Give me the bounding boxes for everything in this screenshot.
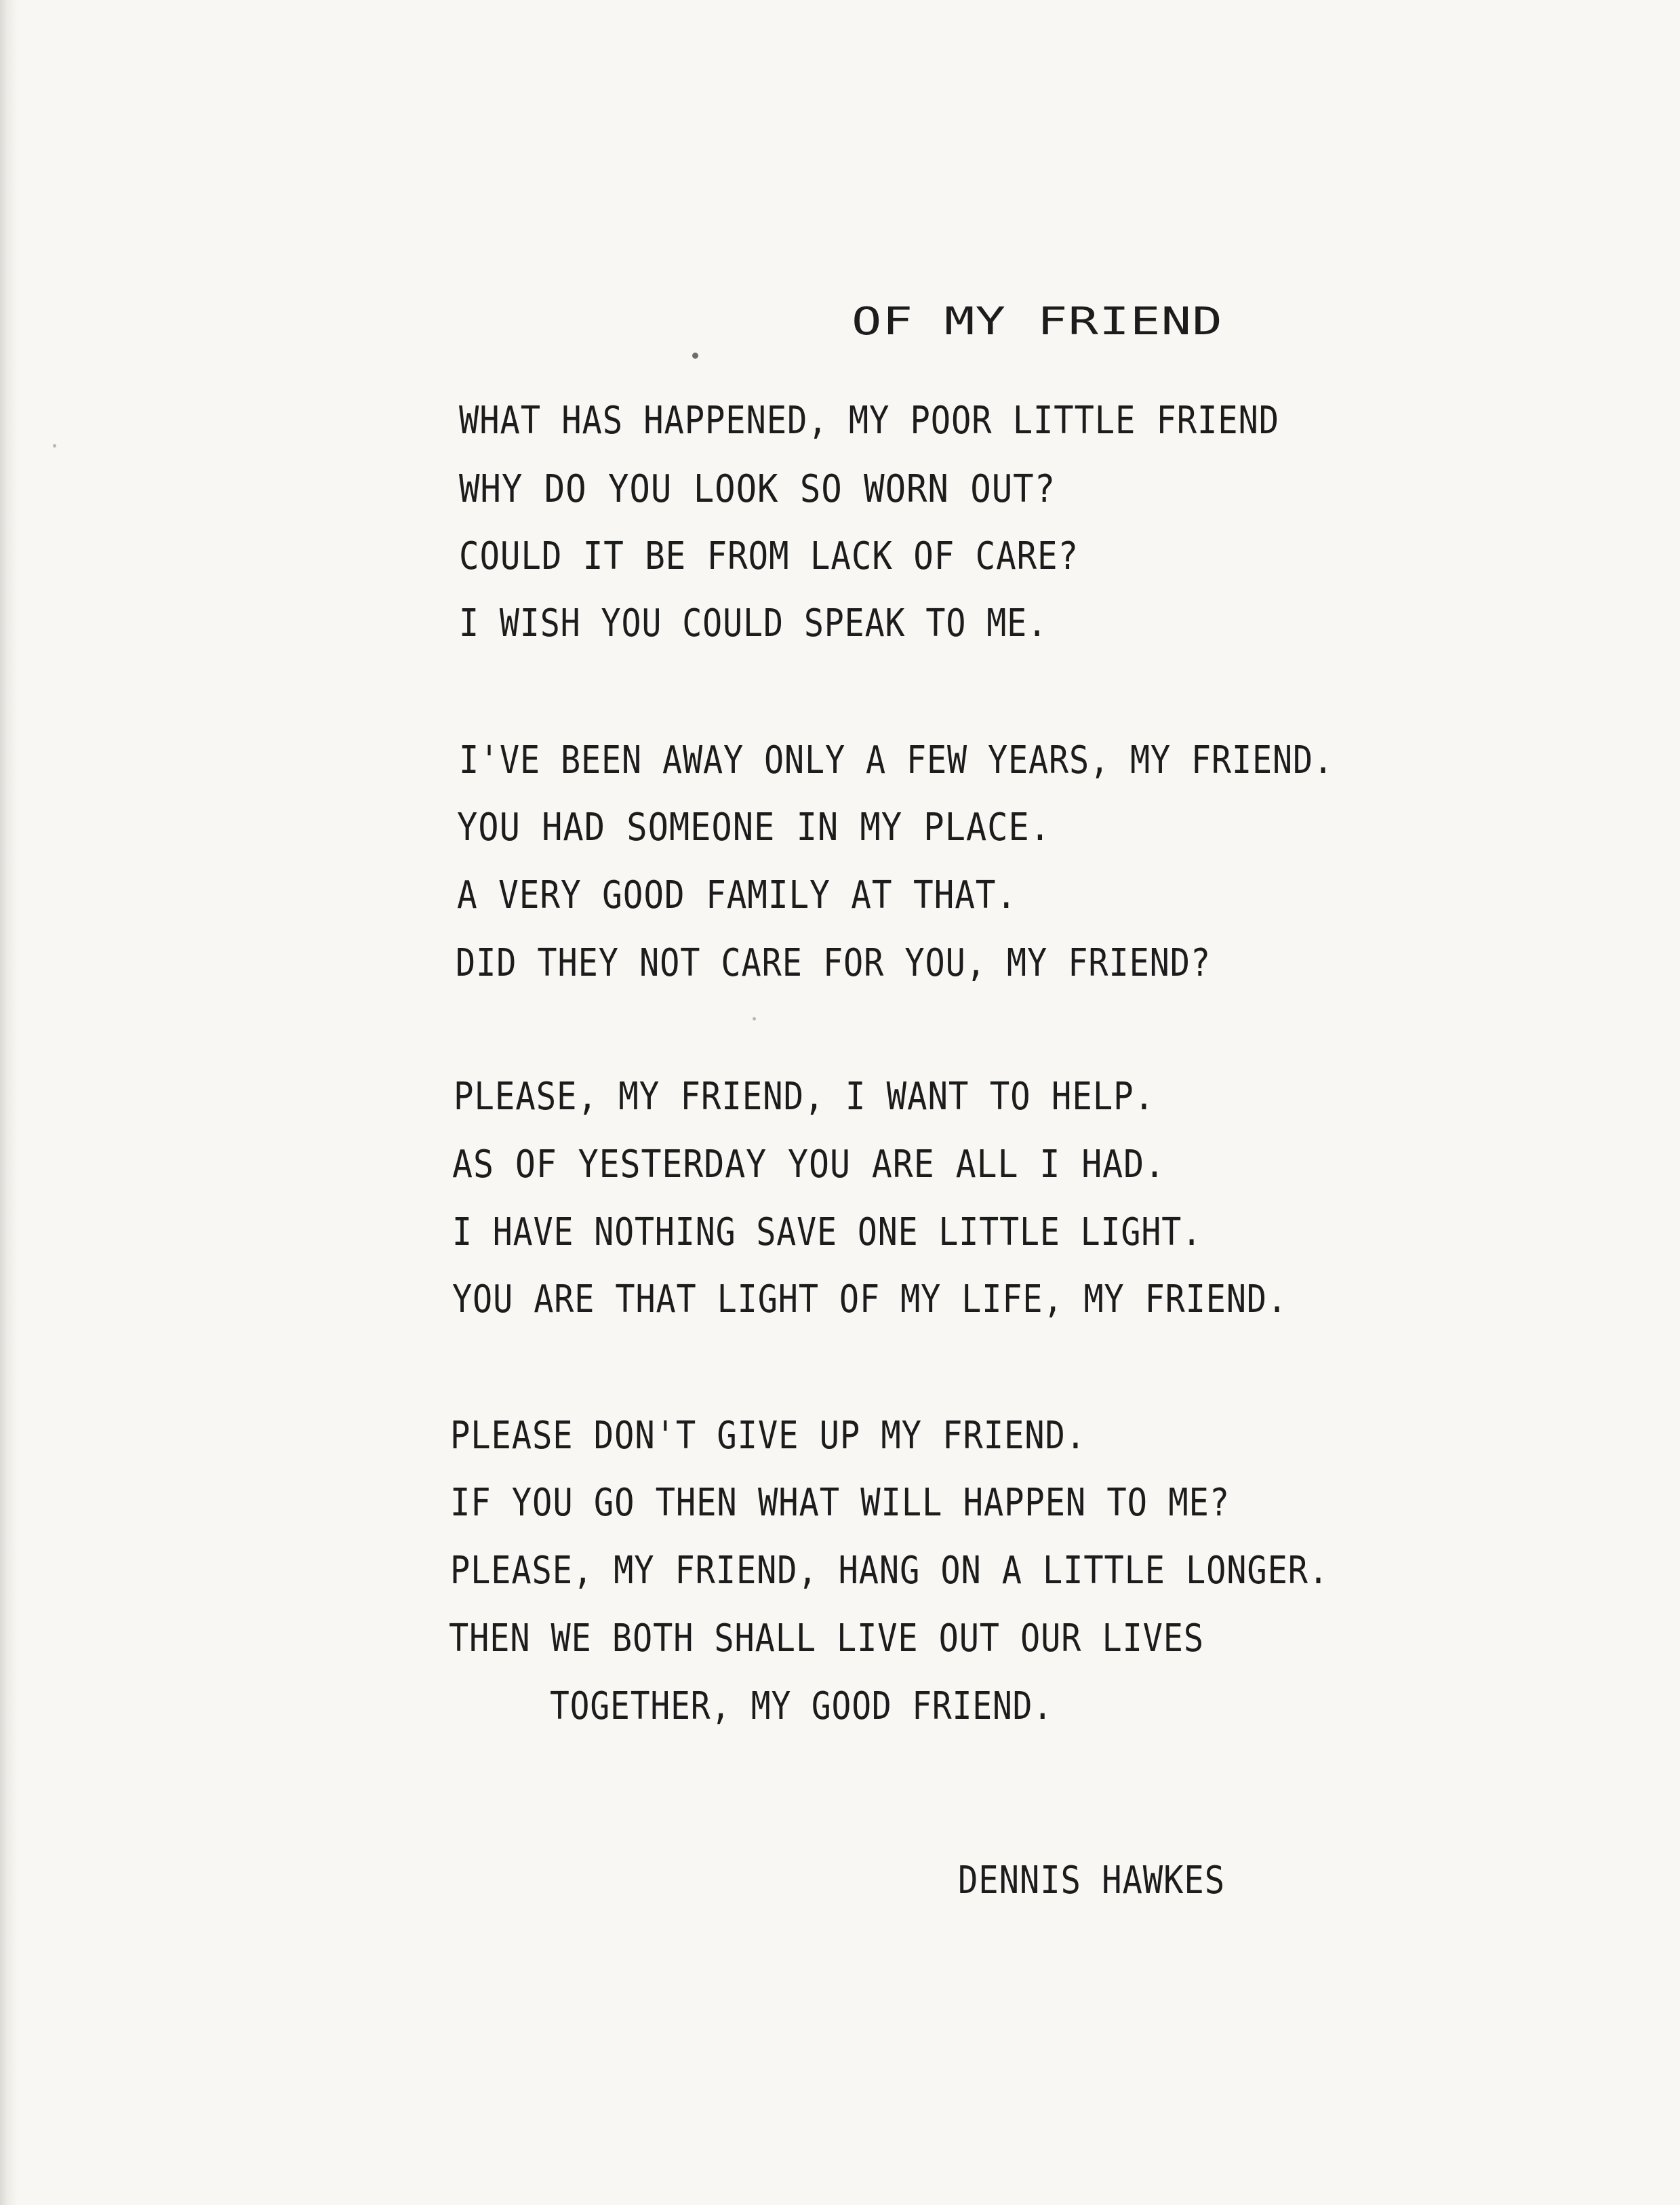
poem-line: PLEASE, MY FRIEND, HANG ON A LITTLE LONGER. (450, 1549, 1329, 1593)
paper-speck (753, 1017, 756, 1020)
stray-ink-dot (692, 353, 698, 359)
poem-line: I WISH YOU COULD SPEAK TO ME. (459, 601, 1047, 645)
poem-line: I'VE BEEN AWAY ONLY A FEW YEARS, MY FRIEND. (459, 738, 1334, 782)
poem-line: DID THEY NOT CARE FOR YOU, MY FRIEND? (456, 941, 1211, 985)
poem-line: WHAT HAS HAPPENED, MY POOR LITTLE FRIEND (459, 399, 1279, 443)
author-name: DENNIS HAWKES (958, 1859, 1225, 1903)
poem-title: OF MY FRIEND (852, 300, 1223, 344)
poem-line: WHY DO YOU LOOK SO WORN OUT? (459, 467, 1056, 511)
poem-line: IF YOU GO THEN WHAT WILL HAPPEN TO ME? (450, 1481, 1230, 1525)
poem-line: I HAVE NOTHING SAVE ONE LITTLE LIGHT. (452, 1210, 1202, 1254)
paper-speck (53, 444, 56, 448)
poem-line: YOU ARE THAT LIGHT OF MY LIFE, MY FRIEND. (452, 1277, 1287, 1322)
poem-line: YOU HAD SOMEONE IN MY PLACE. (457, 806, 1051, 850)
poem-line: PLEASE, MY FRIEND, I WANT TO HELP. (454, 1075, 1155, 1119)
poem-line: A VERY GOOD FAMILY AT THAT. (457, 873, 1017, 917)
poem-line: AS OF YESTERDAY YOU ARE ALL I HAD. (452, 1143, 1165, 1187)
poem-line: PLEASE DON'T GIVE UP MY FRIEND. (450, 1414, 1086, 1458)
page-edge-shadow (0, 0, 18, 2205)
poem-line: TOGETHER, MY GOOD FRIEND. (550, 1684, 1053, 1728)
poem-line: COULD IT BE FROM LACK OF CARE? (459, 534, 1079, 578)
poem-line: THEN WE BOTH SHALL LIVE OUT OUR LIVES (449, 1616, 1204, 1661)
